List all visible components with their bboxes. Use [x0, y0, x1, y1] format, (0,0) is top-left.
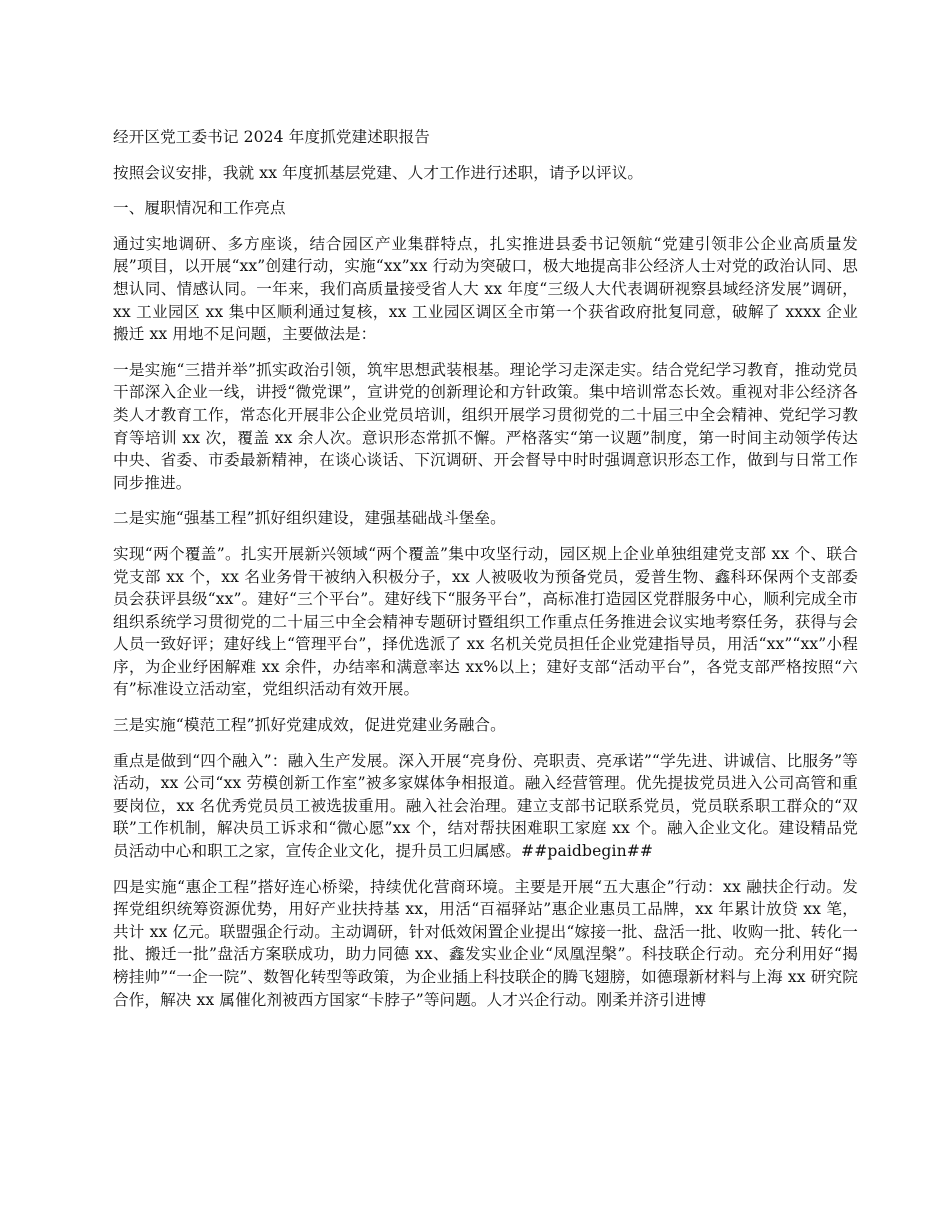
paragraph-overview: 通过实地调研、多方座谈，结合园区产业集群特点，扎实推进县委书记领航“党建引领非公企业高质量发展”项目，以开展“xx”创建行动，实施“xx”xx 行动为突破口，极大地提高非公经济人士对党的政治认同、思想认同、情感认同。一年来，我们高质量接受省人大 xx 年度“三级人大代表调研视察县域经济发展”调研，xx 工业园区 xx 集中区顺利通过复核，xx 工业园区调区全市第一个获省政府批复同意，破解了 xxxx 企业搬迁 xx 用地不足问题，主要做法是： [113, 234, 858, 344]
document-title: 经开区党工委书记 2024 年度抓党建述职报告 [113, 128, 430, 146]
document-page [113, 126, 858, 1024]
paragraph-point-3-body: 重点是做到“四个融入”：融入生产发展。深入开展“亮身份、亮职责、亮承诺”“学先进、讲诚信、比服务”等活动，xx 公司“xx 劳模创新工作室”被多家媒体争相报道。融入经营管理。优先提拔党员进入公司高管和重要岗位，xx 名优秀党员员工被选拔重用。融入社会治理。建立支部书记联系党员，党员联系职工群众的“双联”工作机制，解决员工诉求和“微心愿”xx 个，结对帮扶困难职工家庭 xx 个。融入企业文化。建设精品党员活动中心和职工之家，宣传企业文化，提升员工归属感。##paidbegin## [113, 751, 858, 861]
section-heading-1: 一、履职情况和工作亮点 [113, 199, 286, 218]
paragraph-point-1: 一是实施“三措并举”抓实政治引领，筑牢思想武装根基。理论学习走深走实。结合党纪学习教育，推动党员干部深入企业一线，讲授“微党课”，宣讲党的创新理论和方针政策。集中培训常态长效。重视对非公经济各类人才教育工作，常态化开展非公企业党员培训，组织开展学习贯彻党的二十届三中全会精神、党纪学习教育等培训 xx 次，覆盖 xx 余人次。意识形态常抓不懈。严格落实“第一议题”制度，第一时间主动领学传达中央、省委、市委最新精神，在谈心谈话、下沉调研、开会督导中时时强调意识形态工作，做到与日常工作同步推进。 [113, 360, 858, 492]
paragraph-intro: 按照会议安排，我就 xx 年度抓基层党建、人才工作进行述职，请予以评议。 [113, 163, 644, 182]
paragraph-point-2-body: 实现“两个覆盖”。扎实开展新兴领域“两个覆盖”集中攻坚行动，园区规上企业单独组建党支部 xx 个、联合党支部 xx 个，xx 名业务骨干被纳入积极分子，xx 人被吸收为预备党员，爱普生物、鑫科环保两个支部委员会获评县级“xx”。建好“三个平台”。建好线下“服务平台”，高标准打造园区党群服务中心，顺利完成全市组织系统学习贯彻党的二十届三中全会精神专题研讨暨组织工作重点任务推进会议实地考察任务，获得与会人员一致好评；建好线上“管理平台”，择优选派了 xx 名机关党员担任企业党建指导员，用活“xx”“xx”小程序，为企业纾困解难 xx 余件，办结率和满意率达 xx%以上；建好支部“活动平台”，各党支部严格按照“六有”标准设立活动室，党组织活动有效开展。 [113, 544, 858, 699]
paragraph-point-4: 四是实施“惠企工程”搭好连心桥梁，持续优化营商环境。主要是开展“五大惠企”行动：xx 融扶企行动。发挥党组织统筹资源优势，用好产业扶持基 xx，用活“百福驿站”惠企业惠员工品牌，xx 年累计放贷 xx 笔，共计 xx 亿元。联盟强企行动。主动调研，针对低效闲置企业提出“嫁接一批、盘活一批、收购一批、转化一批、搬迁一批”盘活方案联成功，助力同德 xx、鑫发实业企业“凤凰涅槃”。科技联企行动。充分利用好“揭榜挂帅”“一企一院”、数智化转型等政策，为企业插上科技联企的腾飞翅膀，如德璟新材料与上海 xx 研究院合作，解决 xx 属催化剂被西方国家“卡脖子”等问题。人才兴企行动。刚柔并济引进博 [113, 877, 858, 1009]
paragraph-point-2-heading: 二是实施“强基工程”抓好组织建设，建强基础战斗堡垒。 [113, 509, 506, 528]
paragraph-point-3-heading: 三是实施“模范工程”抓好党建成效，促进党建业务融合。 [113, 716, 506, 735]
